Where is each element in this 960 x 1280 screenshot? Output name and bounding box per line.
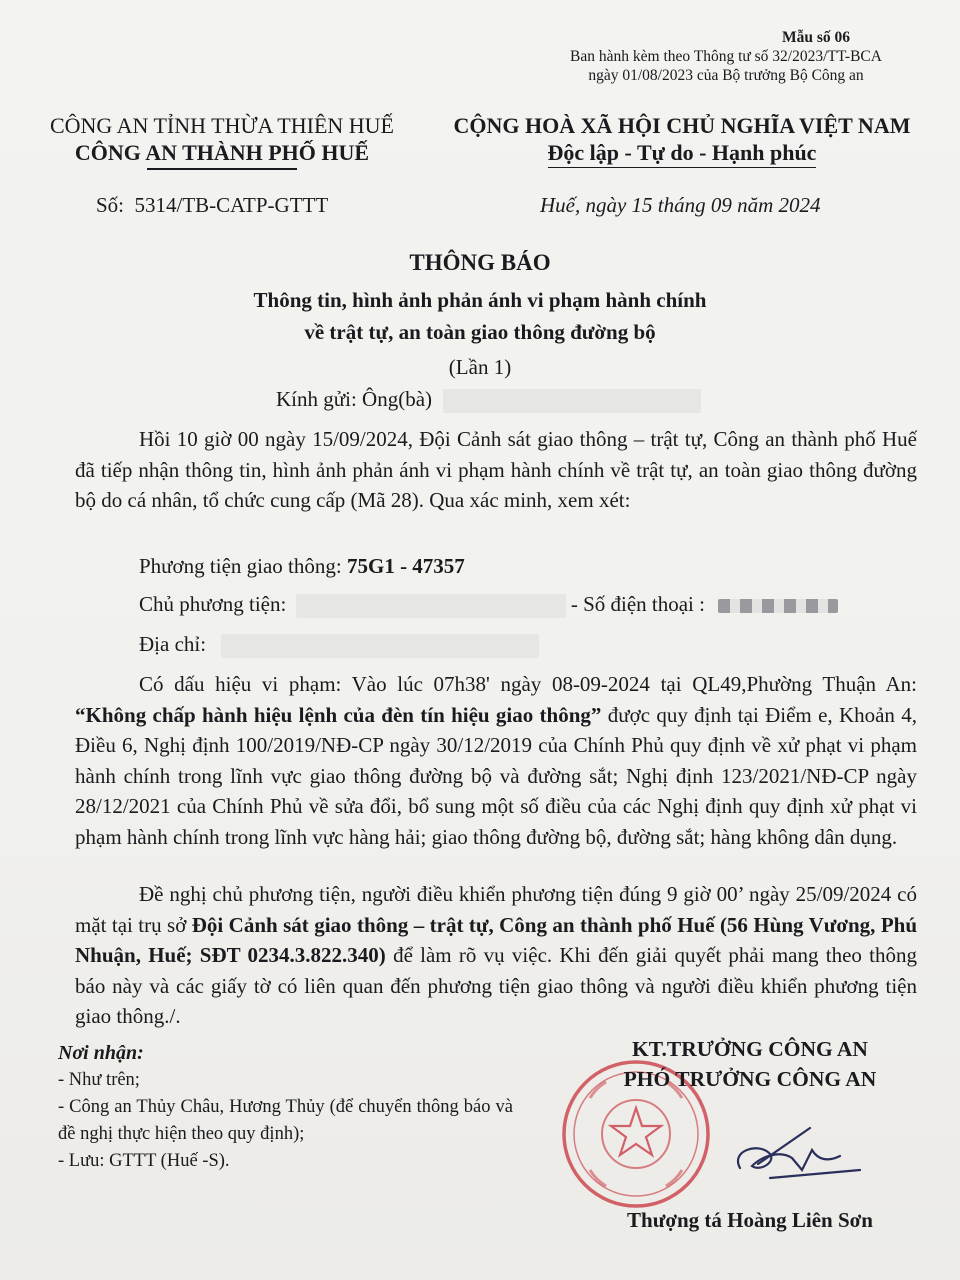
- vehicle-label: Phương tiện giao thông:: [139, 554, 342, 578]
- paragraph-violation: [75, 669, 917, 852]
- nation-name: CỘNG HOÀ XÃ HỘI CHỦ NGHĨA VIỆT NAM: [453, 113, 911, 138]
- address-label: Địa chỉ:: [139, 632, 207, 656]
- template-issued-date: ngày 01/08/2023 của Bộ trưởng Bộ Công an: [588, 67, 864, 84]
- template-issued-with: Ban hành kèm theo Thông tư số 32/2023/TT-BCA: [570, 48, 882, 65]
- recipient-item: - Lưu: GTTT (Huế -S).: [58, 1151, 230, 1171]
- subtitle-line-1: Thông tin, hình ảnh phản ánh vi phạm hành chính: [253, 288, 707, 312]
- handwritten-signature-icon: [700, 1120, 870, 1190]
- request-office: Đội Cảnh sát giao thông – trật tự, Công an thành phố Huế (56 Hùng Vương, Phú Nhuận, Huế; SĐT 0234.3.822.340): [75, 912, 918, 967]
- recipient-item: - Như trên;: [58, 1070, 140, 1090]
- document-title: THÔNG BÁO: [409, 250, 551, 275]
- form-number: Mẫu số 06: [781, 29, 850, 46]
- recipient-item: - Công an Thủy Châu, Hương Thủy (để chuyển thông báo và đề nghị thực hiện theo quy định);: [58, 1097, 513, 1144]
- parent-agency: CÔNG AN TỈNH THỪA THIÊN HUẾ: [49, 113, 394, 138]
- place-date: Huế, ngày 15 tháng 09 năm 2024: [540, 193, 821, 217]
- signature-line-2: PHÓ TRƯỞNG CÔNG AN: [623, 1067, 877, 1091]
- subtitle-line-2: về trật tự, an toàn giao thông đường bộ: [304, 320, 656, 344]
- signer-name: Thượng tá Hoàng Liên Sơn: [627, 1208, 873, 1232]
- redacted-name: [443, 389, 701, 413]
- document-subtitle: [0, 284, 960, 348]
- agency-underline: [147, 168, 297, 170]
- recipients-heading: Nơi nhận:: [58, 1042, 144, 1064]
- national-header: [432, 112, 932, 168]
- phone-label: - Số điện thoại :: [570, 592, 705, 616]
- addressee-line: [276, 387, 701, 413]
- recipients-block: [58, 1040, 513, 1175]
- violation-legal-basis: được quy định tại Điểm e, Khoản 4, Điều 6, Nghị định 100/2019/NĐ-CP ngày 30/12/2019 của Chính Phủ quy định về xử phạt vi phạm hành chính trong lĩnh vực giao thông đường bộ và đường sắt; Nghị định 123/2021/NĐ-CP ngày 28/12/2021 của Chính Phủ về sửa đổi, bổ sung một số điều của các Nghị định quy định xử phạt vi phạm hành chính trong lĩnh vực hàng hải; giao thông đường bộ, đường sắt; hàng không dân dụng.: [75, 702, 917, 849]
- address-line: [139, 632, 539, 658]
- signature-title: [560, 1034, 940, 1094]
- issuing-unit: CÔNG AN THÀNH PHỐ HUẾ: [74, 140, 370, 165]
- redacted-address: [221, 634, 539, 658]
- redacted-owner: [296, 594, 566, 618]
- attempt-number: (Lần 1): [448, 355, 512, 379]
- request-part-2: để làm rõ vụ việc. Khi đến giải quyết phải mang theo thông báo này và các giấy tờ có liên quan đến phương tiện giao thông và người điều khiển phương tiện giao thông./.: [75, 943, 918, 1028]
- doc-number-value: 5314/TB-CATP-GTTT: [134, 193, 329, 217]
- owner-line: [139, 592, 838, 618]
- owner-label: Chủ phương tiện:: [139, 592, 287, 616]
- violation-intro: Có dấu hiệu vi phạm: Vào lúc 07h38' ngày 08-09-2024 tại QL49,Phường Thuận An:: [139, 672, 917, 696]
- document-number: [96, 193, 328, 218]
- license-plate: 75G1 - 47357: [346, 554, 465, 578]
- issuing-agency: [22, 112, 422, 170]
- signature-line-1: KT.TRƯỞNG CÔNG AN: [632, 1037, 868, 1061]
- paragraph-request: [75, 879, 917, 1032]
- national-motto: Độc lập - Tự do - Hạnh phúc: [548, 139, 817, 168]
- violation-offense: “Không chấp hành hiệu lệnh của đèn tín hiệu giao thông”: [75, 702, 602, 727]
- addressee-label: Kính gửi: Ông(bà): [276, 387, 433, 411]
- request-part-1: Đề nghị chủ phương tiện, người điều khiển phương tiện đúng 9 giờ 00’ ngày 25/09/2024 có mặt tại trụ sở: [75, 882, 917, 937]
- vehicle-line: [139, 554, 465, 579]
- template-reference: [556, 28, 896, 85]
- redacted-phone: [718, 599, 838, 613]
- paragraph-reception: Hồi 10 giờ 00 ngày 15/09/2024, Đội Cảnh sát giao thông – trật tự, Công an thành phố Huế đã tiếp nhận thông tin, hình ảnh phản ánh vi phạm hành chính về trật tự, an toàn giao thông đường bộ do cá nhân, tổ chức cung cấp (Mã 28). Qua xác minh, xem xét:: [75, 427, 917, 512]
- doc-number-label: Số:: [96, 193, 125, 217]
